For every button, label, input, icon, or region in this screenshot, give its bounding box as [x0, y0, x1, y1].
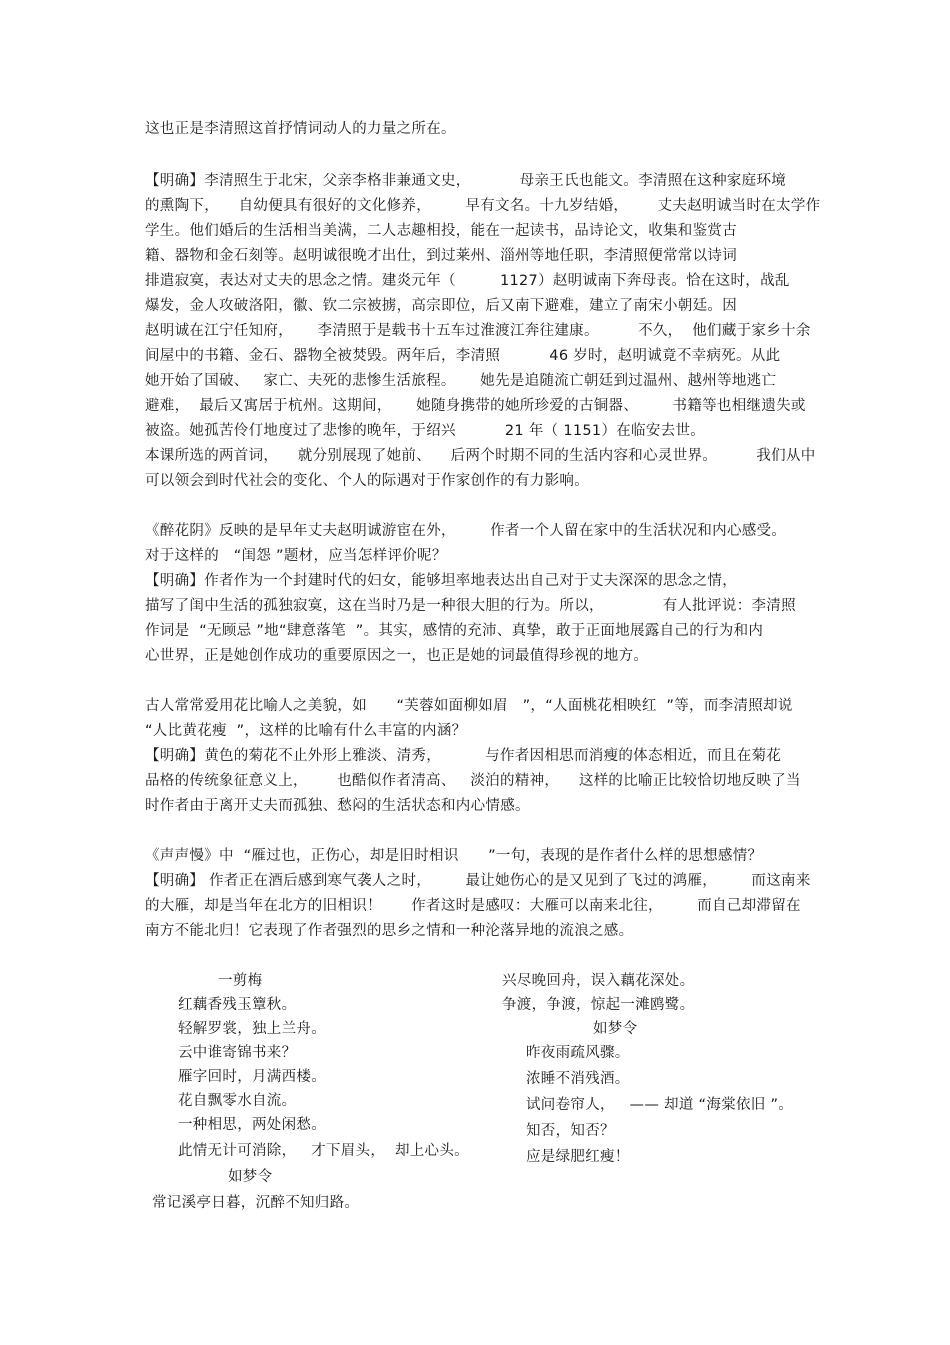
- poem-line: 云中谁寄锦书来？: [178, 1045, 297, 1061]
- text-line: 古人常常爱用花比喻人之美貌，如 “芙蓉如面柳如眉 ”，“人面桃花相映红 ”等，而李清照却说: [145, 698, 793, 714]
- poem-line: 争渡，争渡，惊起一滩鸥鹭。: [502, 997, 695, 1013]
- text-line: 避难， 最后又寓居于杭州。这期间， 她随身携带的她所珍爱的古铜器、 书籍等也相继遗失或: [145, 398, 806, 414]
- poem-line: 雁字回时，月满西楼。: [178, 1069, 326, 1085]
- text-line: 南方不能北归！它表现了作者强烈的思乡之情和一种沦落异地的流浪之感。: [145, 923, 634, 939]
- text-line: 时作者由于离开丈夫而孤独、愁闷的生活状态和内心情感。: [145, 798, 530, 814]
- text-line: 【明确】黄色的菊花不止外形上雅淡、清秀， 与作者因相思而消瘦的体态相近，而且在菊花: [145, 748, 782, 764]
- poem-line: 红藕香残玉簟秋。: [178, 997, 297, 1013]
- text-line: 可以领会到时代社会的变化、个人的际遇对于作家创作的有力影响。: [145, 473, 589, 489]
- text-line: 的熏陶下， 自幼便具有很好的文化修养， 早有文名。十九岁结婚， 丈夫赵明诚当时在太学作: [145, 198, 821, 214]
- poem-title-rumengling: 如梦令: [593, 1021, 638, 1037]
- poem-line: 此情无计可消除， 才下眉头， 却上心头。: [178, 1143, 469, 1159]
- text-line: 【明确】 作者正在酒后感到寒气袭人之时， 最让她伤心的是又见到了飞过的鸿雁， 而这南来: [145, 873, 811, 889]
- poem-title-rumengling: 如梦令: [228, 1169, 273, 1185]
- poem-line: 浓睡不消残酒。: [526, 1071, 630, 1087]
- text-line: 《醉花阴》反映的是早年丈夫赵明诚游宦在外， 作者一个人留在家中的生活状况和内心感受。: [145, 523, 787, 539]
- text-line: 本课所选的两首词， 就分别展现了她前、 后两个时期不同的生活内容和心灵世界。 我们从中: [145, 448, 816, 464]
- text-line: 赵明诚在江宁任知府， 李清照于是载书十五车过淮渡江奔往建康。 不久， 他们藏于家乡十余: [145, 323, 811, 339]
- text-line: 爆发，金人攻破洛阳，徽、钦二宗被掳，高宗即位，后又南下避难，建立了南宋小朝廷。因: [145, 298, 737, 314]
- poem-line: 一种相思，两处闲愁。: [178, 1117, 326, 1133]
- text-line: 她开始了国破、 家亡、夫死的悲惨生活旅程。 她先是追随流亡朝廷到过温州、越州等地逃亡: [145, 373, 777, 389]
- text-line: “人比黄花瘦 ”，这样的比喻有什么丰富的内涵？: [145, 723, 467, 739]
- text-line: 品格的传统象征意义上， 也酷似作者清高、 淡泊的精神， 这样的比喻正比较恰切地反映了当: [145, 773, 801, 789]
- text-line: 《声声慢》中 “雁过也，正伤心，却是旧时相识 ”一句，表现的是作者什么样的思想感情？: [145, 848, 763, 864]
- poem-line: 应是绿肥红瘦！: [526, 1149, 630, 1165]
- text-line: 对于这样的 “闺怨 ”题材，应当怎样评价呢？: [145, 548, 447, 564]
- text-line: 的大雁，却是当年在北方的旧相识！ 作者这时是感叹：大雁可以南来北往， 而自己却滞留在: [145, 898, 801, 914]
- poem-line: 知否，知否？: [526, 1123, 615, 1139]
- poem-line: 试问卷帘人， —— 却道 “海棠依旧 ”。: [526, 1097, 794, 1113]
- poem-line: 常记溪亭日暮，沉醉不知归路。: [152, 1195, 360, 1211]
- text-line: 学生。他们婚后的生活相当美满，二人志趣相投，能在一起读书，品诗论文，收集和鉴赏古: [145, 223, 737, 239]
- text-line: 【明确】作者作为一个封建时代的妇女，能够坦率地表达出自己对于丈夫深深的思念之情，: [145, 573, 737, 589]
- text-line: 被盗。她孤苦伶仃地度过了悲惨的晚年，于绍兴 21 年（ 1151）在临安去世。: [145, 423, 706, 439]
- text-line: 间屋中的书籍、金石、器物全被焚毁。两年后，李清照 46 岁时，赵明诚竟不幸病死。从此: [145, 348, 781, 364]
- text-line: 籍、器物和金石刻等。赵明诚很晚才出仕，到过莱州、淄州等地任职，李清照便常常以诗词: [145, 248, 737, 264]
- poem-line: 轻解罗裳，独上兰舟。: [178, 1021, 326, 1037]
- poem-line: 花自飘零水自流。: [178, 1093, 297, 1109]
- poem-line: 兴尽晚回舟，误入藕花深处。: [502, 973, 695, 989]
- text-line: 排遣寂寞，表达对丈夫的思念之情。建炎元年（ 1127）赵明诚南下奔母丧。恰在这时，战乱: [145, 273, 790, 289]
- text-line: 【明确】李清照生于北宋，父亲李格非兼通文史， 母亲王氏也能文。李清照在这种家庭环境: [145, 173, 787, 189]
- text-line: 心世界，正是她创作成功的重要原因之一，也正是她的词最值得珍视的地方。: [145, 648, 649, 664]
- text-line: 作词是 “无顾忌 ”地“肆意落笔 ”。其实，感情的充沛、真挚，敢于正面地展露自己的行为和内: [145, 623, 764, 639]
- intro-line: 这也正是李清照这首抒情词动人的力量之所在。: [145, 121, 456, 137]
- poem-line: 昨夜雨疏风骤。: [526, 1045, 630, 1061]
- poem-title-yijianmei: 一剪梅: [218, 973, 263, 989]
- text-line: 描写了闺中生活的孤独寂寞，这在当时乃是一种很大胆的行为。所以， 有人批评说：李清照: [145, 598, 796, 614]
